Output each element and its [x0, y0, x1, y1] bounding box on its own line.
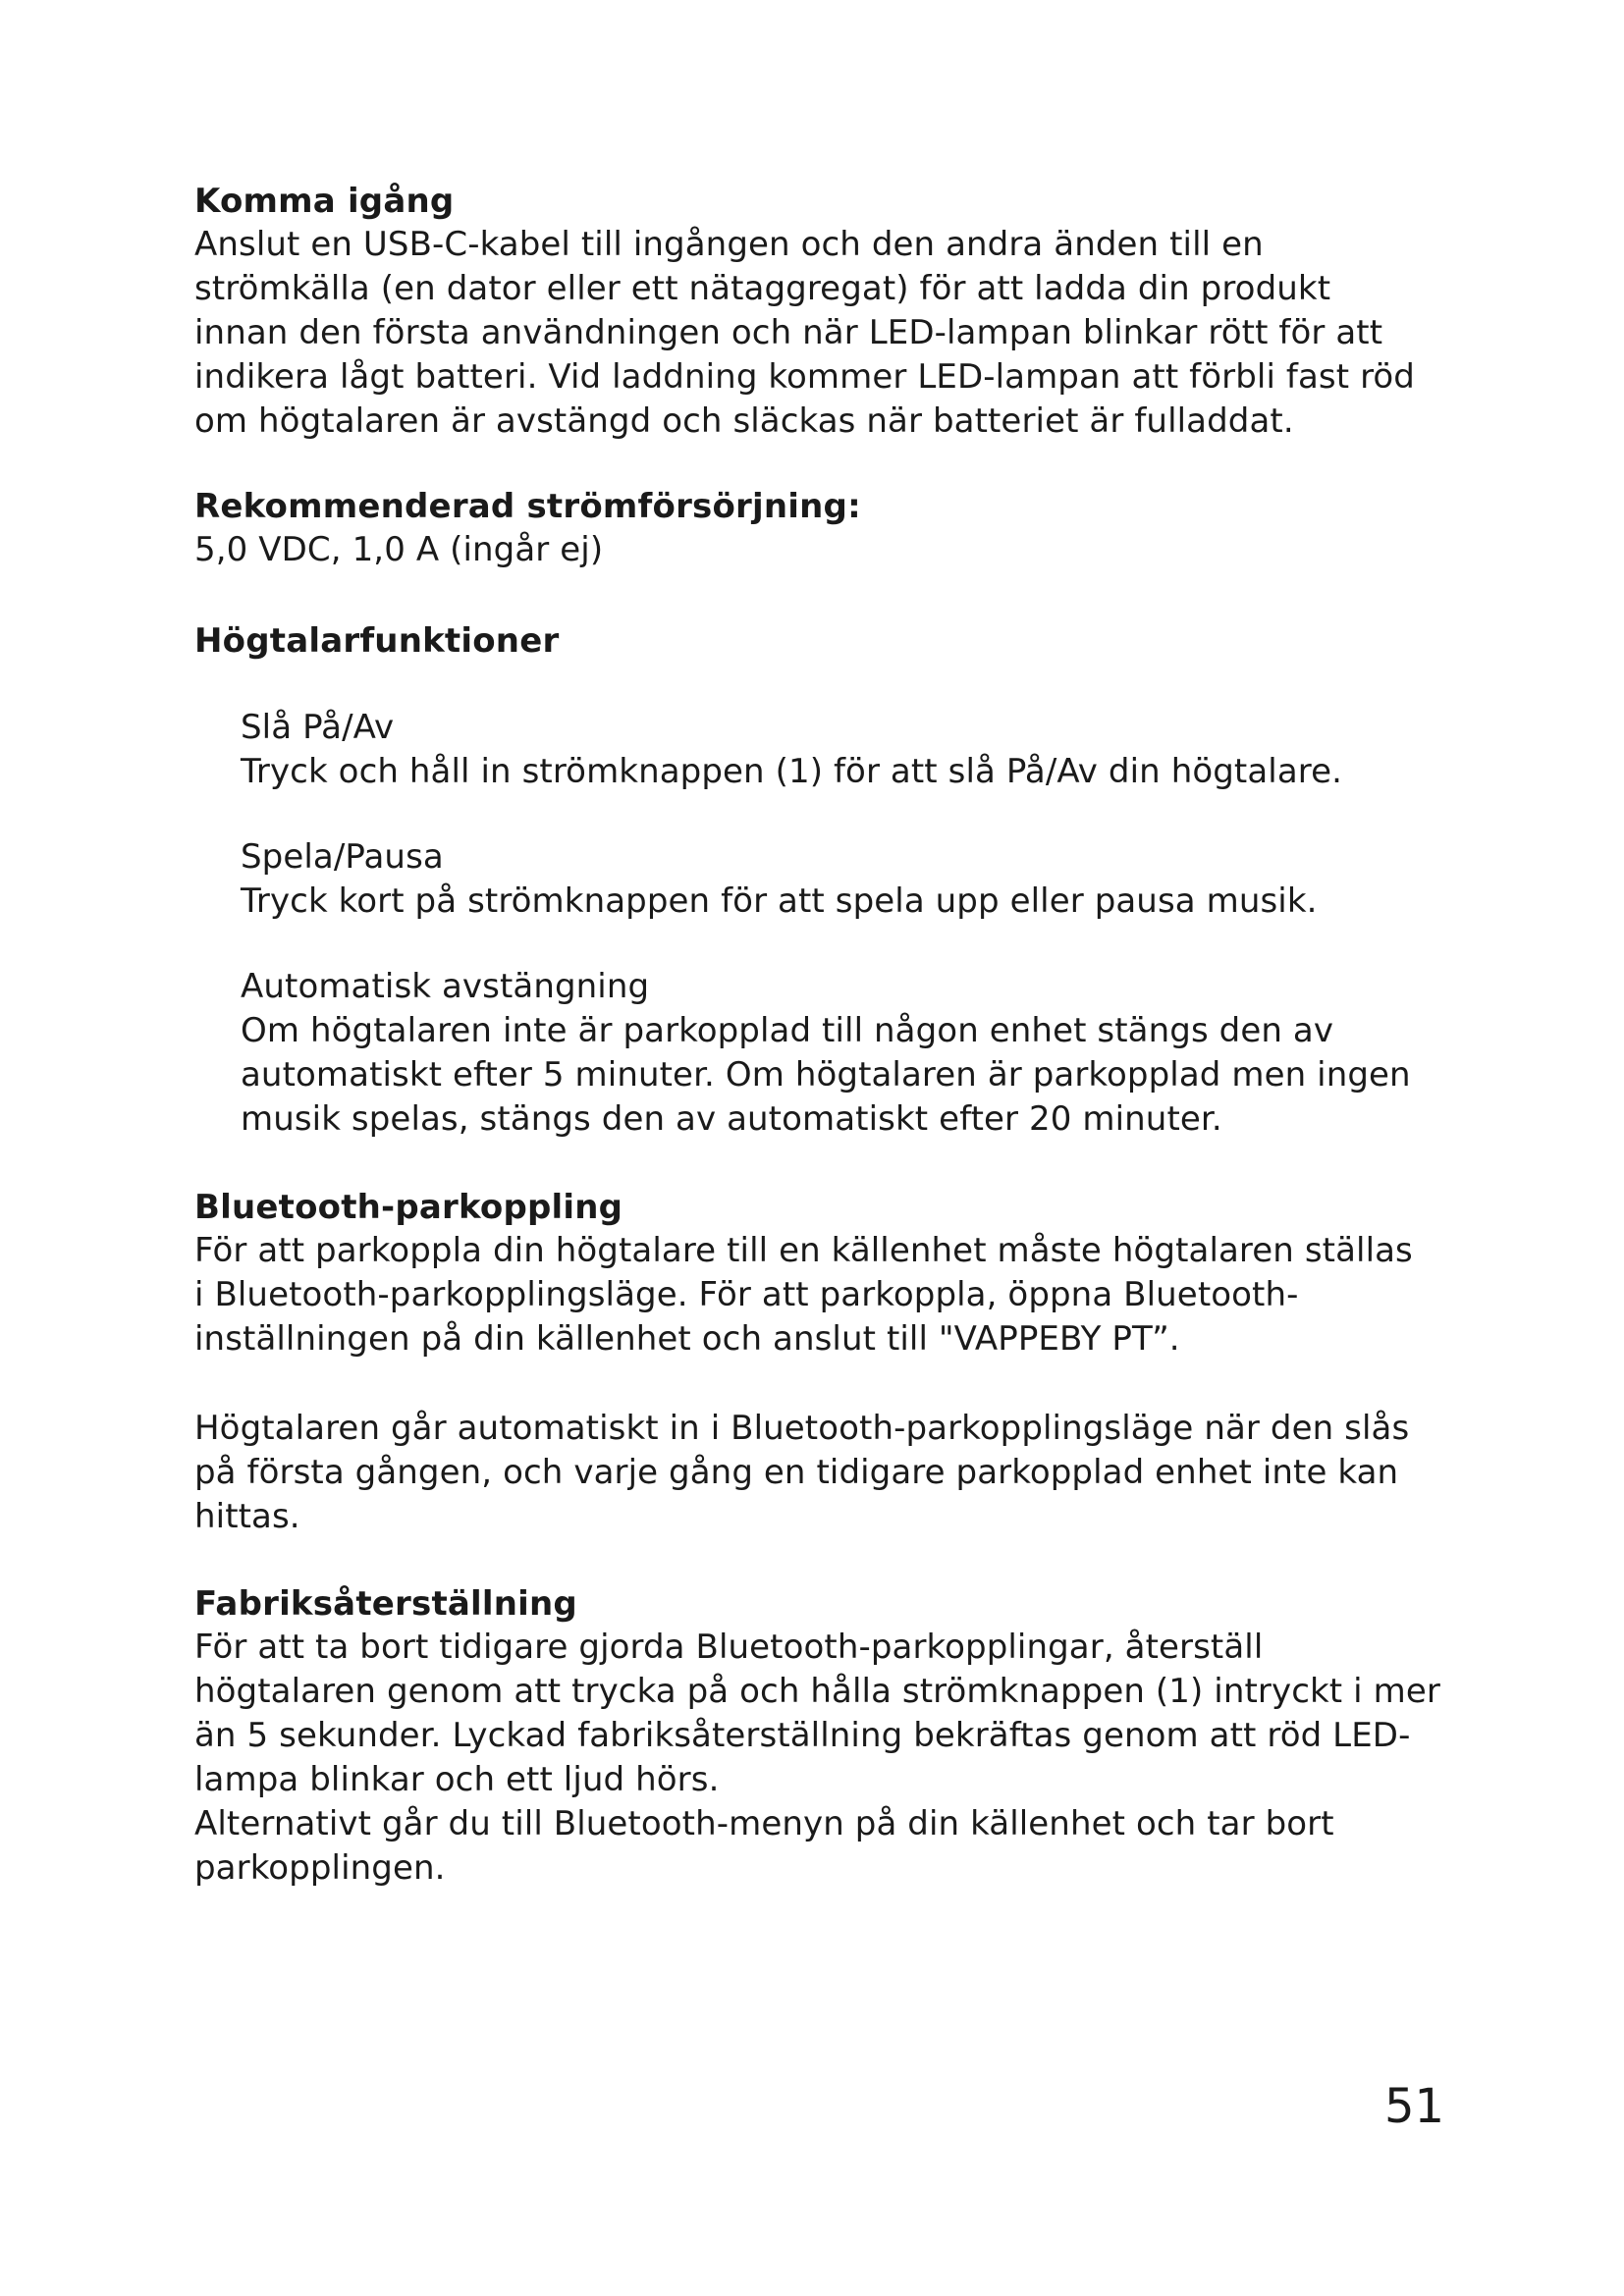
section-getting-started: [194, 180, 1461, 444]
manual-page-content: [194, 180, 1461, 1891]
line: på första gången, och varje gång en tidigare parkopplad enhet inte kan: [194, 1453, 1399, 1492]
paragraph: [194, 1229, 1461, 1362]
line: strömkälla (en dator eller ett nätaggregat) för att ladda din produkt: [194, 269, 1331, 308]
paragraph: [194, 1802, 1461, 1891]
subsection-power-on-off: [241, 706, 1461, 794]
section-factory-reset: [194, 1582, 1461, 1891]
subsection-title: Automatisk avstängning: [241, 967, 650, 1006]
line: Om högtalaren inte är parkopplad till någon enhet stängs den av: [241, 1011, 1334, 1050]
section-bluetooth-pairing: [194, 1186, 1461, 1539]
line: Högtalaren går automatiskt in i Bluetooth-parkopplingsläge när den slås: [194, 1409, 1410, 1448]
subsection-title: Slå På/Av: [241, 708, 395, 747]
page-number: 51: [1384, 2079, 1445, 2134]
subsection-title: Spela/Pausa: [241, 837, 444, 877]
line: än 5 sekunder. Lyckad fabriksåterställning bekräftas genom att röd LED-: [194, 1716, 1411, 1755]
line: i Bluetooth-parkopplingsläge. För att parkoppla, öppna Bluetooth-: [194, 1275, 1299, 1314]
section-recommended-power: [194, 485, 1461, 572]
section-speaker-functions: [194, 619, 1461, 1142]
line: högtalaren genom att trycka på och hålla strömknappen (1) intryckt i mer: [194, 1672, 1440, 1711]
paragraph: [194, 1626, 1461, 1802]
line: innan den första användningen och när LED-lampan blinkar rött för att: [194, 313, 1383, 352]
line: Tryck kort på strömknappen för att spela upp eller pausa musik.: [241, 881, 1318, 921]
line: inställningen på din källenhet och anslut till "VAPPEBY PT”.: [194, 1319, 1180, 1359]
line: 5,0 VDC, 1,0 A (ingår ej): [194, 530, 604, 569]
section-heading-speaker-functions: Högtalarfunktioner: [194, 621, 560, 661]
section-heading-factory-reset: Fabriksåterställning: [194, 1584, 577, 1624]
subsection-play-pause: [241, 835, 1461, 924]
line: Alternativt går du till Bluetooth-menyn på din källenhet och tar bort: [194, 1804, 1334, 1843]
line: musik spelas, stängs den av automatiskt efter 20 minuter.: [241, 1099, 1222, 1139]
line: automatiskt efter 5 minuter. Om högtalaren är parkopplad men ingen: [241, 1055, 1411, 1095]
line: parkopplingen.: [194, 1848, 446, 1888]
paragraph: [194, 1407, 1461, 1539]
line: Tryck och håll in strömknappen (1) för att slå På/Av din högtalare.: [241, 752, 1343, 791]
line: indikera lågt batteri. Vid laddning kommer LED-lampan att förbli fast röd: [194, 357, 1415, 397]
line: hittas.: [194, 1497, 300, 1536]
section-heading-recommended-power: Rekommenderad strömförsörjning:: [194, 487, 861, 526]
section-heading-getting-started: Komma igång: [194, 182, 455, 221]
line: För att parkoppla din högtalare till en källenhet måste högtalaren ställas: [194, 1231, 1413, 1270]
line: Anslut en USB-C-kabel till ingången och den andra änden till en: [194, 225, 1264, 264]
line: För att ta bort tidigare gjorda Bluetooth-parkopplingar, återställ: [194, 1628, 1264, 1667]
line: lampa blinkar och ett ljud hörs.: [194, 1760, 720, 1799]
line: om högtalaren är avstängd och släckas när batteriet är fulladdat.: [194, 401, 1294, 441]
section-heading-bluetooth-pairing: Bluetooth-parkoppling: [194, 1188, 623, 1227]
subsection-auto-off: [241, 965, 1461, 1142]
